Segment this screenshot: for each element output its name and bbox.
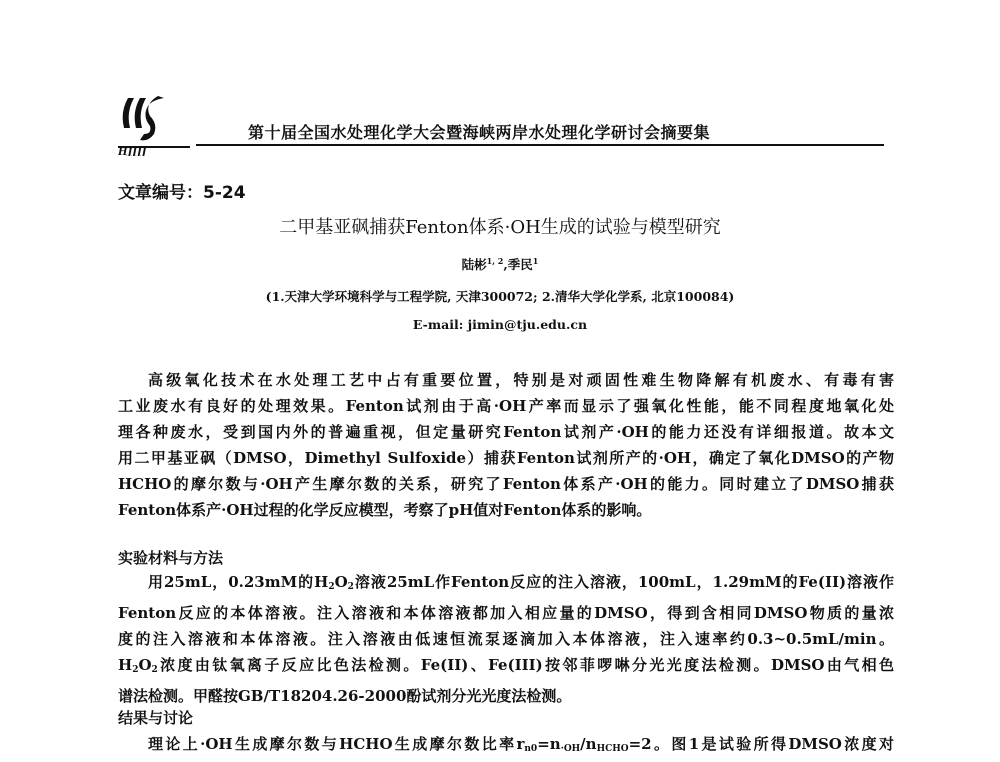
subscript: 2 [328,582,335,592]
methods-line1-part: O [334,573,348,591]
methods-line1-part: 用25mL，0.23mM的H [148,573,329,591]
results-line1-part: /n [580,735,597,753]
methods-line1-part: 溶液25mL作Fenton反应的注入溶液，100mL，1.29mM的Fe(II)溶液作 [353,573,894,591]
results-heading: 结果与讨论 [118,709,194,727]
intro-line: 理各种废水，受到国内外的普遍重视，但定量研究Fenton试剂产·OH的能力还没有详细报道。故本文 [118,423,894,441]
subscript: ·OH [560,744,581,754]
results-line1-part: 理论上·OH生成摩尔数与HCHO生成摩尔数比率r [148,735,525,753]
author-1: 陆彬 [461,257,487,272]
methods-line4-part: 浓度由钛氧离子反应比色法检测。Fe(II)、Fe(III)按邻菲啰啉分光光度法检测。DMSO由气相色 [157,656,894,674]
intro-line: 用二甲基亚砜（DMSO，Dimethyl Sulfoxide）捕获Fenton试剂所产的·OH，确定了氧化DMSO的产物 [118,449,894,467]
methods-line: 谱法检测。甲醛按GB/T18204.26-2000酚试剂分光光度法检测。 [118,687,572,705]
subscript: n0 [524,744,538,754]
affiliation: (1.天津大学环境科学与工程学院, 天津300072; 2.清华大学化学系, 北京100084) [265,289,735,304]
intro-line: HCHO的摩尔数与·OH产生摩尔数的关系，研究了Fenton体系产·OH的能力。同时建立了DMSO捕获 [118,475,894,493]
results-line1-part: =n [537,735,561,753]
header-title: 第十届全国水处理化学大会暨海峡两岸水处理化学研讨会摘要集 [248,123,711,142]
subscript: 2 [151,665,158,675]
email-address: E-mail: jimin@tju.edu.cn [412,317,588,332]
author-1-affiliation-mark: 1, 2 [486,255,504,266]
article-number: 文章编号：5-24 [118,183,246,203]
results-line [118,731,894,762]
methods-text [118,569,894,709]
intro-line: Fenton体系产·OH过程的化学反应模型，考察了pH值对Fenton体系的影响。 [118,501,652,519]
intro-line: 高级氧化技术在水处理工艺中占有重要位置，特别是对顽固性难生物降解有机废水、有毒有害 [148,371,894,389]
paper-title: 二甲基亚砜捕获Fenton体系·OH生成的试验与模型研究 [279,217,721,238]
methods-line: Fenton反应的本体溶液。注入溶液和本体溶液都加入相应量的DMSO，得到含相同DMSO物质的量浓 [118,604,894,622]
author-2: 季民 [507,257,533,272]
logo-text: HJJJJ [118,147,147,156]
intro-line: 工业废水有良好的处理效果。Fenton试剂由于高·OH产率而显示了强氧化性能，能不同程度地氧化处 [118,397,894,415]
methods-section [118,545,894,571]
results-section [118,705,894,731]
results-text [118,731,894,762]
header-rule [196,144,884,146]
author-2-affiliation-mark: 1 [532,255,539,266]
authors [0,255,1000,273]
methods-line: 度的注入溶液和本体溶液。注入溶液由低速恒流泵逐滴加入本体溶液，注入速率约0.3~0.5mL/min。 [118,630,894,648]
methods-line4-part: H [118,656,133,674]
methods-line [118,652,894,683]
methods-line [118,569,894,600]
results-line1-part: =2。图1是试验所得DMSO浓度对 [628,735,894,753]
subscript: 2 [132,665,139,675]
methods-line4-part: O [138,656,152,674]
subscript: HCHO [596,744,629,754]
subscript: 2 [347,582,354,592]
methods-heading: 实验材料与方法 [118,549,224,567]
author-separator: , [503,257,508,272]
journal-logo-icon [118,94,190,156]
abstract-intro [118,367,894,523]
